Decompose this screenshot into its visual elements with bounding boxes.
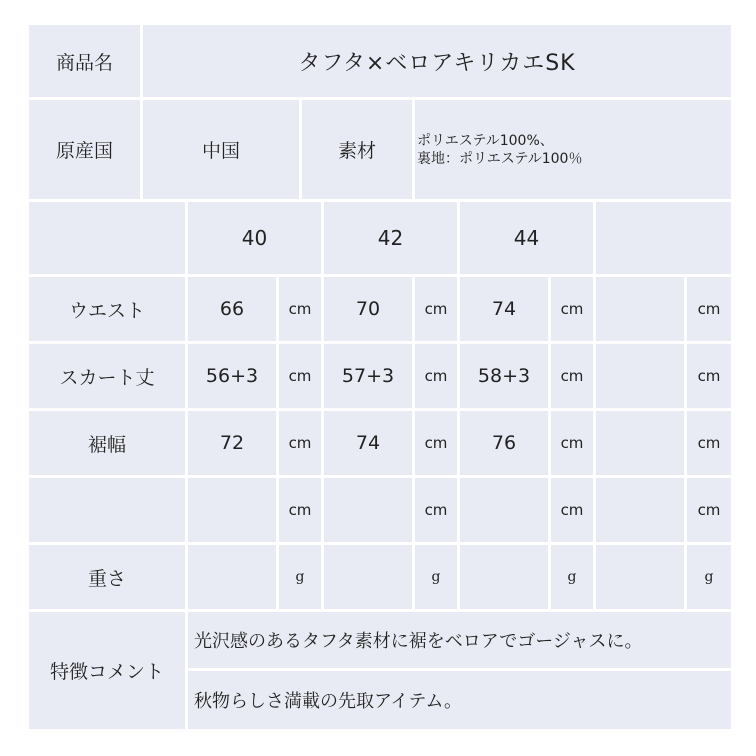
measurement-value [596,277,684,341]
unit-label: cm [279,478,321,542]
unit-label: cm [551,478,593,542]
features-line-2: 秋物らしさ満載の先取アイテム。 [188,671,731,729]
unit-label: g [279,545,321,609]
product-name-value: タフタ×ベロアキリカエSK [143,25,731,97]
unit-label: cm [415,344,457,408]
measurement-value [596,344,684,408]
measurement-value: 57+3 [324,344,412,408]
measurement-value [596,411,684,475]
unit-label: cm [687,277,731,341]
origin-label: 原産国 [29,100,140,199]
features-label: 特徴コメント [29,612,185,729]
blank-row-label [29,478,185,542]
weight-label: 重さ [29,545,185,609]
unit-label: g [415,545,457,609]
measurement-value: 70 [324,277,412,341]
size-header: 42 [324,202,457,274]
size-header: 44 [460,202,593,274]
measurement-value: 58+3 [460,344,548,408]
measurement-value [596,478,684,542]
material-line-2: 裏地：ポリエステル100％ [417,150,583,167]
measurement-value [188,478,276,542]
hem-width-label: 裾幅 [29,411,185,475]
unit-label: cm [279,344,321,408]
unit-label: cm [687,478,731,542]
unit-label: cm [551,277,593,341]
product-name-label: 商品名 [29,25,140,97]
measurement-value: 56+3 [188,344,276,408]
size-header [596,202,731,274]
measurement-value: 76 [460,411,548,475]
unit-label: g [687,545,731,609]
unit-label: cm [279,411,321,475]
measurement-value [324,545,412,609]
skirt-length-label: スカート丈 [29,344,185,408]
origin-value: 中国 [143,100,299,199]
measurement-value: 74 [460,277,548,341]
unit-label: cm [551,344,593,408]
unit-label: cm [551,411,593,475]
waist-label: ウエスト [29,277,185,341]
unit-label: cm [415,478,457,542]
features-line-1: 光沢感のあるタフタ素材に裾をベロアでゴージャスに。 [188,612,731,668]
measurement-value: 74 [324,411,412,475]
measurement-value [324,478,412,542]
unit-label: g [551,545,593,609]
measurement-value [460,478,548,542]
measurement-value [596,545,684,609]
unit-label: cm [279,277,321,341]
material-label: 素材 [302,100,412,199]
unit-label: cm [687,344,731,408]
measurement-value: 66 [188,277,276,341]
size-header: 40 [188,202,321,274]
unit-label: cm [415,277,457,341]
measurement-value: 72 [188,411,276,475]
measurement-value [188,545,276,609]
size-header-blank [29,202,185,274]
material-line-1: ポリエステル100%、 [417,132,554,149]
unit-label: cm [687,411,731,475]
unit-label: cm [415,411,457,475]
measurement-value [460,545,548,609]
material-value [415,100,731,199]
